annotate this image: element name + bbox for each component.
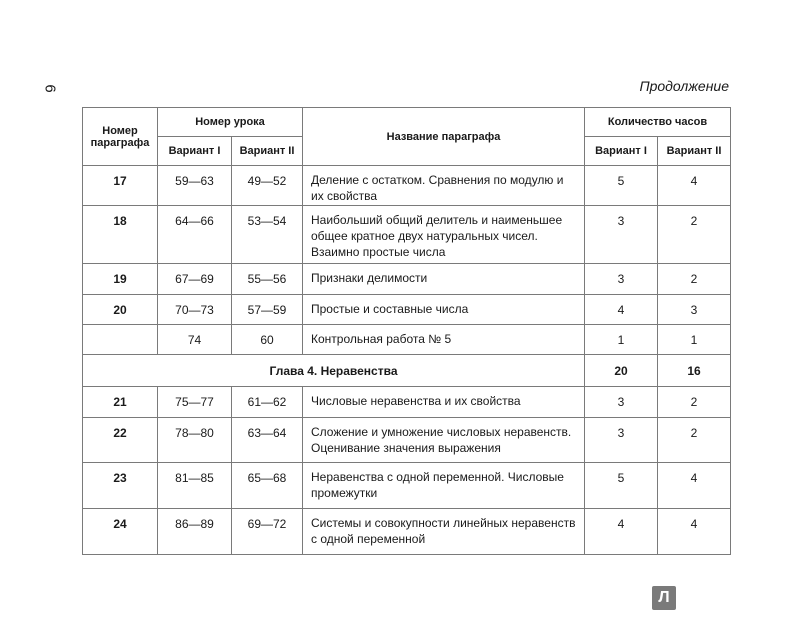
header-paragraph-number: Номер параграфа [83,108,158,166]
paragraph-name: Деление с остатком. Сравнения по модулю и их свойства [303,166,585,206]
lesson-variant2: 53—54 [232,206,303,264]
lesson-variant1: 78—80 [158,418,232,463]
paragraph-number: 19 [83,264,158,295]
paragraph-number: 20 [83,295,158,325]
hours-variant1: 4 [585,295,658,325]
paragraph-number [83,325,158,355]
hours-variant1: 3 [585,264,658,295]
paragraph-name: Наибольший общий делитель и наименьшее общее кратное двух натуральных чисел. Взаимно простые числа [303,206,585,264]
table-row [83,206,731,264]
paragraph-number: 24 [83,509,158,555]
table-row [83,418,731,463]
header-hours-variant1: Вариант I [585,137,658,166]
lesson-variant2: 63—64 [232,418,303,463]
watermark-logo: Л [652,586,676,610]
table-row [83,509,731,555]
header-hours-variant2: Вариант II [658,137,731,166]
hours-variant1: 5 [585,463,658,509]
hours-variant2: 2 [658,206,731,264]
table-row [83,166,731,206]
lesson-variant2: 65—68 [232,463,303,509]
lesson-variant2: 55—56 [232,264,303,295]
paragraph-name: Контрольная работа № 5 [303,325,585,355]
hours-variant2: 2 [658,418,731,463]
lesson-variant2: 69—72 [232,509,303,555]
paragraph-number: 17 [83,166,158,206]
hours-variant2: 3 [658,295,731,325]
header-lesson-number: Номер урока [158,108,303,137]
lesson-variant2: 60 [232,325,303,355]
paragraph-number: 22 [83,418,158,463]
page-number: 6 [41,84,59,93]
table-row [83,463,731,509]
paragraph-name: Признаки делимости [303,264,585,295]
hours-variant1: 5 [585,166,658,206]
hours-variant2: 4 [658,166,731,206]
lesson-variant1: 75—77 [158,387,232,418]
paragraph-name: Сложение и умножение числовых неравенств. Оценивание значения выражения [303,418,585,463]
hours-variant1: 3 [585,418,658,463]
paragraph-number: 23 [83,463,158,509]
hours-variant2: 2 [658,387,731,418]
paragraph-name: Системы и совокупности линейных неравенств с одной переменной [303,509,585,555]
hours-variant2: 4 [658,463,731,509]
hours-variant1: 3 [585,387,658,418]
table-row [83,387,731,418]
chapter-title: Глава 4. Неравенства [83,355,585,387]
continuation-label: Продолжение [639,78,729,94]
header-lesson-variant2: Вариант II [232,137,303,166]
lesson-variant1: 70—73 [158,295,232,325]
chapter-hours-variant1: 20 [585,355,658,387]
paragraph-name: Числовые неравенства и их свойства [303,387,585,418]
paragraph-number: 21 [83,387,158,418]
paragraph-name: Простые и составные числа [303,295,585,325]
hours-variant1: 1 [585,325,658,355]
lesson-variant1: 67—69 [158,264,232,295]
lesson-variant2: 61—62 [232,387,303,418]
hours-variant2: 4 [658,509,731,555]
table-row [83,264,731,295]
lesson-variant1: 81—85 [158,463,232,509]
chapter-row [83,355,731,387]
hours-variant1: 3 [585,206,658,264]
chapter-hours-variant2: 16 [658,355,731,387]
hours-variant1: 4 [585,509,658,555]
header-lesson-variant1: Вариант I [158,137,232,166]
header-hours: Количество часов [585,108,731,137]
table-row [83,295,731,325]
hours-variant2: 1 [658,325,731,355]
paragraph-number: 18 [83,206,158,264]
table-row [83,325,731,355]
lesson-variant1: 74 [158,325,232,355]
lesson-variant1: 59—63 [158,166,232,206]
hours-variant2: 2 [658,264,731,295]
lesson-variant2: 49—52 [232,166,303,206]
header-paragraph-name: Название параграфа [303,108,585,166]
lesson-variant1: 86—89 [158,509,232,555]
lesson-plan-table [82,107,731,555]
lesson-variant2: 57—59 [232,295,303,325]
paragraph-name: Неравенства с одной переменной. Числовые промежутки [303,463,585,509]
lesson-variant1: 64—66 [158,206,232,264]
